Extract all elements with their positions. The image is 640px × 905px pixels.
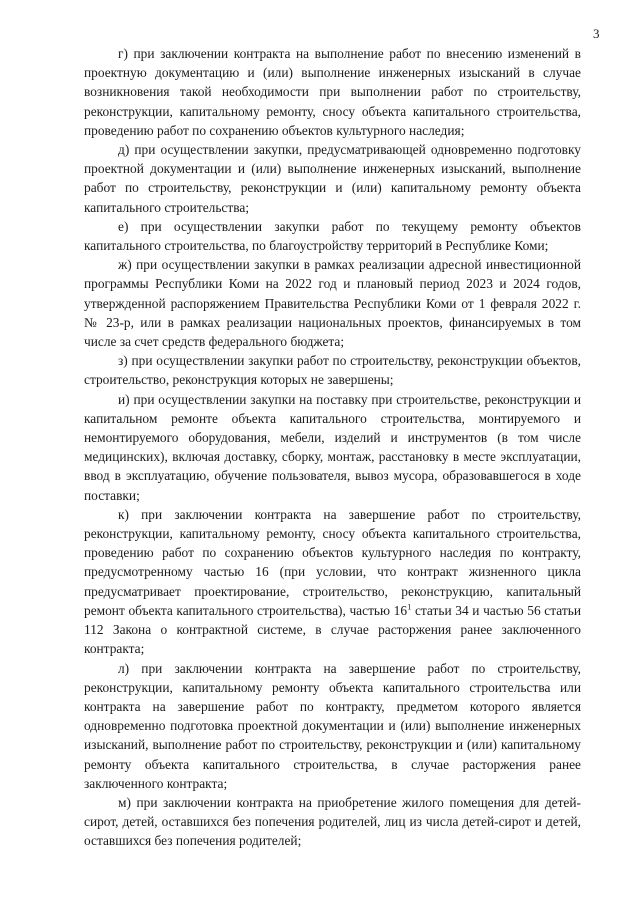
paragraph-i: и) при осуществлении закупки на поставку при строительстве, реконструкции и капитальном ремонте объекта капитального строительства, монтируемого и немонтируемого оборудования, мебели, изделий и инструментов (в том числе медицинских), включая доставку, сборку, монтаж, расстановку в месте эксплуатации, ввод в эксплуатацию, обучение пользователя, вывоз мусора, образовавшегося в ходе поставки; <box>84 391 581 503</box>
paragraph-k-tail: статьи 34 и частью 56 статьи 112 Закона о контрактной системе, в случае расторжения ранее заключенного контракта; <box>84 602 581 657</box>
paragraph-k-text: к) при заключении контракта на завершение работ по строительству, реконструкции, капитальному ремонту, сносу объекта капитального строительства, проведению работ по сохранению объектов культурного наследия по контракту, предусмотренному частью 16 (при условии, что контракт жизненного цикла предусматривает проектирование, строительство, реконструкцию, капитальный ремонт объекта капитального строительства), частью 16 <box>84 506 581 618</box>
paragraph-zh: ж) при осуществлении закупки в рамках реализации адресной инвестиционной программы Республики Коми на 2022 год и плановый период 2023 и 2024 годов, утвержденной распоряжением Правительства Республики Коми от 1 февраля 2022 г. № 23-р, или в рамках реализации национальных проектов, финансируемых в том числе за счет средств федерального бюджета; <box>84 257 581 350</box>
paragraph-g: г) при заключении контракта на выполнение работ по внесению изменений в проектную документацию и (или) выполнение инженерных изысканий в случае возникновения такой необходимости при выполнении работ по строительству, реконструкции, капитальному ремонту, сносу объекта капитального строительства, проведению работ по сохранению объектов культурного наследия; <box>84 46 581 138</box>
paragraph-e: е) при осуществлении закупки работ по текущему ремонту объектов капитального строительства, по благоустройству территорий в Республике Коми; <box>84 218 581 254</box>
paragraph-l: л) при заключении контракта на завершение работ по строительству, реконструкции, капитальному ремонту объекта капитального строительства или контракта на завершение работ по контракту, предметом которого является одновременно подготовка проектной документации и (или) выполнение инженерных изысканий, выполнение работ по строительству, реконструкции и (или) капитальному ремонту объекта капитального строительства, в случае расторжения ранее заключенного контракта; <box>84 660 581 791</box>
document-body <box>84 44 581 851</box>
paragraph-k <box>84 505 581 659</box>
paragraph-m: м) при заключении контракта на приобретение жилого помещения для детей-сирот, детей, оставшихся без попечения родителей, лиц из числа детей-сирот и детей, оставшихся без попечения родителей; <box>84 794 581 849</box>
paragraph-k-superscript: 1 <box>407 601 412 612</box>
paragraph-d: д) при осуществлении закупки, предусматривающей одновременно подготовку проектной документации и (или) выполнение инженерных изысканий, выполнение работ по строительству, реконструкции и (или) капитальному ремонту объекта капитального строительства; <box>84 142 581 215</box>
page-number: 3 <box>593 26 600 41</box>
paragraph-z: з) при осуществлении закупки работ по строительству, реконструкции объектов, строительство, реконструкция которых не завершены; <box>84 353 581 388</box>
